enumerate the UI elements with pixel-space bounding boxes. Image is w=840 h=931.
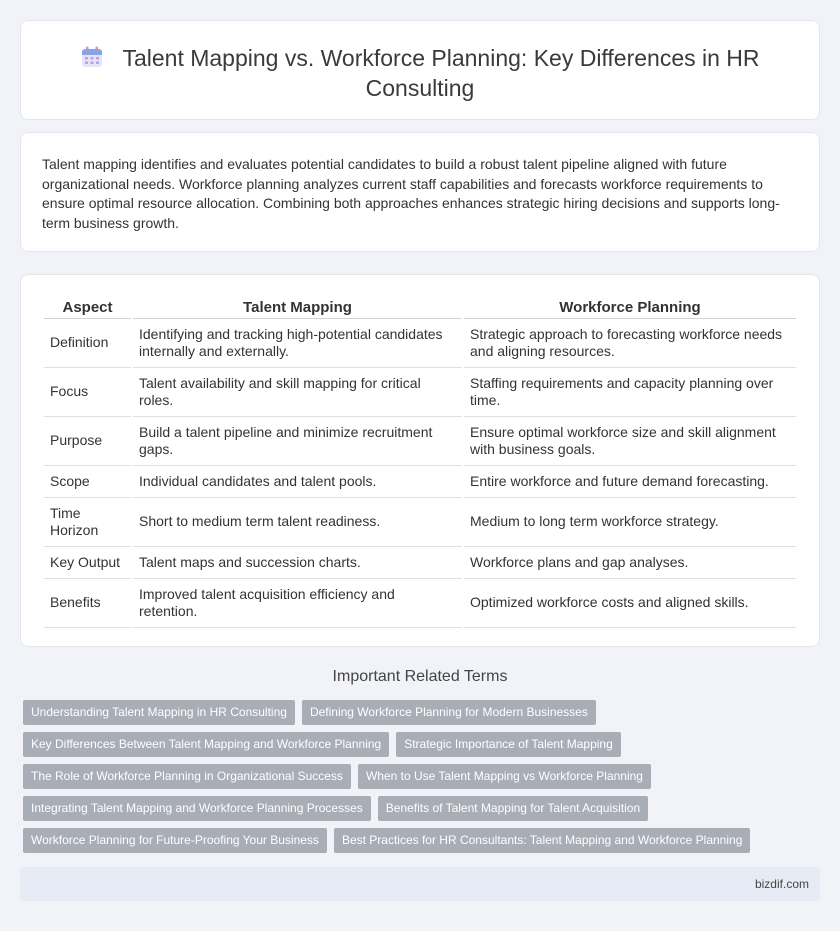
title-card xyxy=(20,20,820,120)
footer xyxy=(20,867,820,901)
aspect-cell: Scope xyxy=(44,466,131,498)
workforce-planning-cell: Staffing requirements and capacity planning over time. xyxy=(464,368,796,417)
workforce-planning-cell: Entire workforce and future demand forecasting. xyxy=(464,466,796,498)
talent-mapping-cell: Individual candidates and talent pools. xyxy=(133,466,462,498)
related-term-tag[interactable]: Workforce Planning for Future-Proofing Your Business xyxy=(23,828,327,853)
related-term-tag[interactable]: Key Differences Between Talent Mapping and Workforce Planning xyxy=(23,732,389,757)
workforce-planning-cell: Workforce plans and gap analyses. xyxy=(464,547,796,579)
table-row xyxy=(44,368,796,417)
related-term-tag[interactable]: The Role of Workforce Planning in Organizational Success xyxy=(23,764,351,789)
related-term-tag[interactable]: Defining Workforce Planning for Modern Businesses xyxy=(302,700,596,725)
talent-mapping-cell: Talent maps and succession charts. xyxy=(133,547,462,579)
related-terms-list xyxy=(23,700,803,860)
table-row xyxy=(44,547,796,579)
related-term-tag[interactable]: Integrating Talent Mapping and Workforce Planning Processes xyxy=(23,796,371,821)
header-talent-mapping: Talent Mapping xyxy=(133,297,462,319)
talent-mapping-cell: Build a talent pipeline and minimize recruitment gaps. xyxy=(133,417,462,466)
related-terms-heading: Important Related Terms xyxy=(332,668,508,685)
comparison-table xyxy=(42,297,798,628)
talent-mapping-cell: Identifying and tracking high-potential candidates internally and externally. xyxy=(133,319,462,368)
workforce-planning-cell: Strategic approach to forecasting workforce needs and aligning resources. xyxy=(464,319,796,368)
aspect-cell: Definition xyxy=(44,319,131,368)
intro-paragraph: Talent mapping identifies and evaluates potential candidates to build a robust talent pipeline aligned with future organizational needs. Workforce planning analyzes current staff capabilities and forecasts workforce requirements to ensure optimal resource allocation. Combining both approaches enhances strategic hiring decisions and supports long-term business growth. xyxy=(42,156,780,231)
comparison-card xyxy=(20,274,820,647)
header-workforce-planning: Workforce Planning xyxy=(464,297,796,319)
aspect-cell: Purpose xyxy=(44,417,131,466)
footer-site-link[interactable]: bizdif.com xyxy=(754,877,809,891)
related-term-tag[interactable]: Strategic Importance of Talent Mapping xyxy=(396,732,621,757)
talent-mapping-cell: Talent availability and skill mapping for critical roles. xyxy=(133,368,462,417)
talent-mapping-cell: Improved talent acquisition efficiency and retention. xyxy=(133,579,462,628)
related-term-tag[interactable]: Understanding Talent Mapping in HR Consulting xyxy=(23,700,295,725)
header-aspect: Aspect xyxy=(44,297,131,319)
table-row xyxy=(44,319,796,368)
related-term-tag[interactable]: Benefits of Talent Mapping for Talent Acquisition xyxy=(378,796,648,821)
table-row xyxy=(44,498,796,547)
workforce-planning-cell: Medium to long term workforce strategy. xyxy=(464,498,796,547)
aspect-cell: Focus xyxy=(44,368,131,417)
workforce-planning-cell: Ensure optimal workforce size and skill alignment with business goals. xyxy=(464,417,796,466)
page-title-wrap xyxy=(21,43,819,103)
aspect-cell: Key Output xyxy=(44,547,131,579)
aspect-cell: Time Horizon xyxy=(44,498,131,547)
aspect-cell: Benefits xyxy=(44,579,131,628)
table-row xyxy=(44,579,796,628)
page-title: Talent Mapping vs. Workforce Planning: Key Differences in HR Consulting xyxy=(122,45,760,101)
workforce-planning-cell: Optimized workforce costs and aligned skills. xyxy=(464,579,796,628)
related-term-tag[interactable]: Best Practices for HR Consultants: Talent Mapping and Workforce Planning xyxy=(334,828,750,853)
table-header-row xyxy=(44,297,796,319)
related-term-tag[interactable]: When to Use Talent Mapping vs Workforce Planning xyxy=(358,764,651,789)
table-row xyxy=(44,466,796,498)
intro-card xyxy=(20,132,820,252)
calendar-icon xyxy=(80,45,104,69)
table-row xyxy=(44,417,796,466)
talent-mapping-cell: Short to medium term talent readiness. xyxy=(133,498,462,547)
